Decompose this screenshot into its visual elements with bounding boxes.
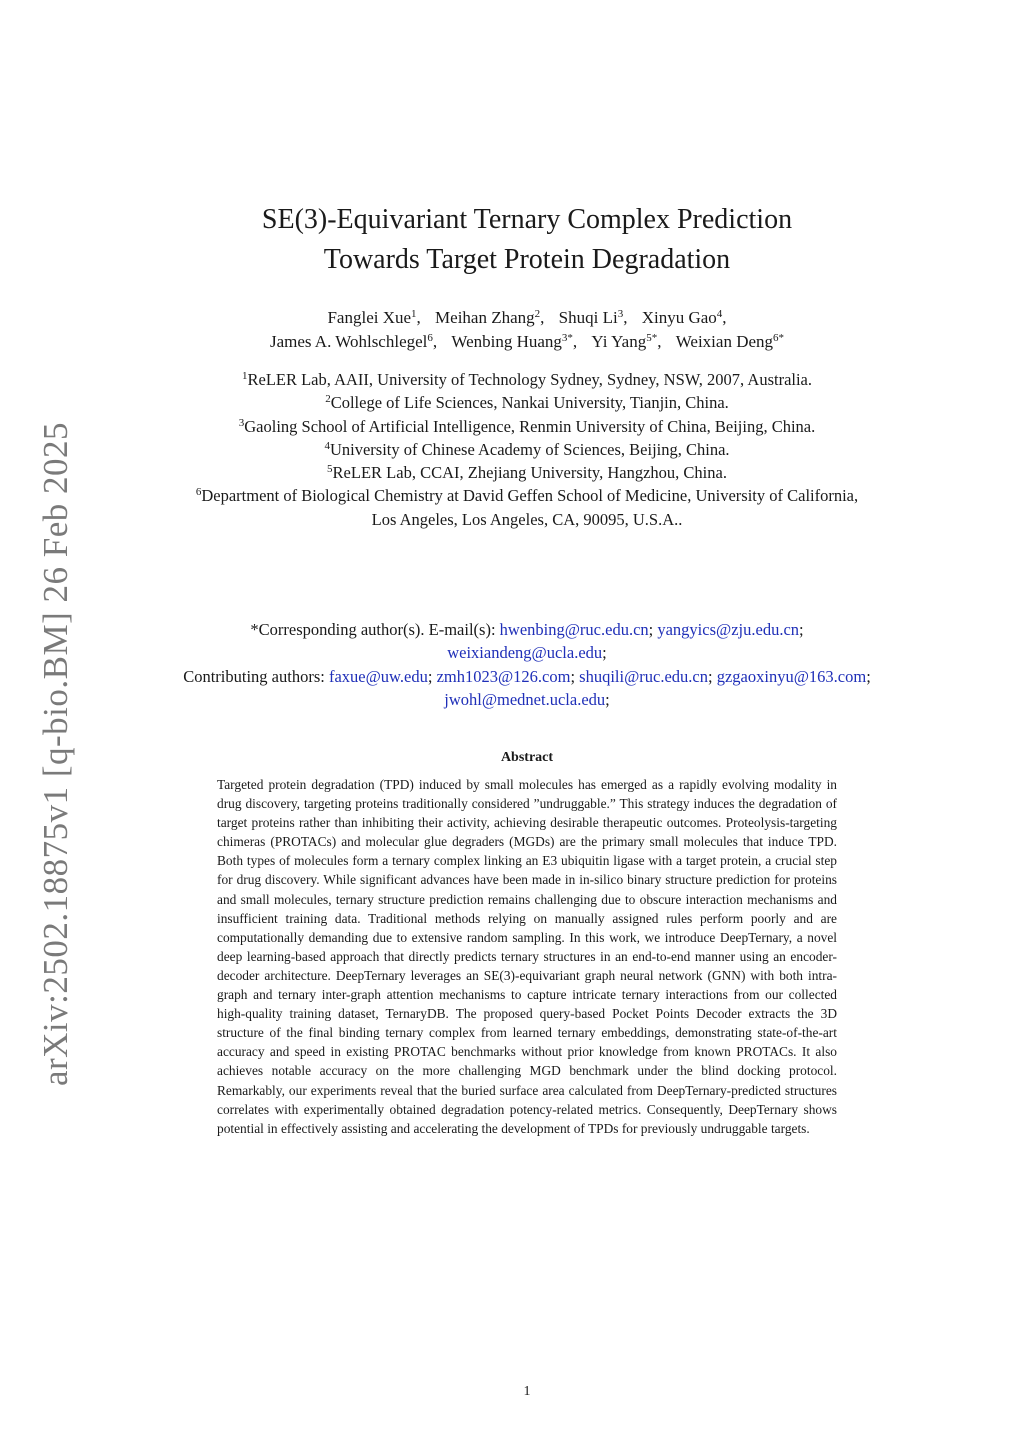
- corresponding-label: *Corresponding author(s). E-mail(s):: [250, 620, 496, 639]
- email-link[interactable]: faxue@uw.edu: [328, 666, 428, 686]
- affiliation: $^6$Department of Biological Chemistry at David Geffen School of Medicine, University of California, Los Angeles, Los Angeles, CA, 90095, U.S.A..: [195, 486, 859, 529]
- page-number: 1: [523, 1384, 531, 1399]
- affiliation-list: [190, 368, 864, 531]
- correspondence-block: *Corresponding author(s). E-mail(s): hwenbing@ruc.edu.cn; yangyics@zju.edu.cn; weixiandeng@ucla.edu; Contributing authors: faxue@uw.edu; zmh1023@126.com; shuqili@ruc.edu.cn; gzgaoxinyu@163.com; jwohl@mednet.ucla.edu;: [183, 620, 871, 709]
- author: Wenbing Huang$^{3*}$,: [451, 332, 578, 351]
- email-link[interactable]: jwohl@mednet.ucla.edu: [444, 689, 606, 709]
- arxiv-identifier: arXiv:2502.18875v1 [q-bio.BM] 26 Feb 2025: [36, 421, 75, 1087]
- affiliation: $^2$College of Life Sciences, Nankai University, Tianjin, China.: [325, 393, 729, 413]
- title-line-1: SE(3)-Equivariant Ternary Complex Prediction: [261, 204, 793, 235]
- affiliation: $^5$ReLER Lab, CCAI, Zhejiang University, Hangzhou, China.: [327, 463, 727, 483]
- email-link[interactable]: gzgaoxinyu@163.com: [716, 666, 867, 686]
- abstract-heading: Abstract: [500, 750, 554, 765]
- email-link[interactable]: zmh1023@126.com: [436, 666, 571, 686]
- email-link[interactable]: weixiandeng@ucla.edu: [447, 643, 603, 663]
- author-line-2: [170, 330, 884, 354]
- email-link[interactable]: yangyics@zju.edu.cn: [657, 620, 800, 639]
- email-link[interactable]: hwenbing@ruc.edu.cn: [499, 620, 649, 639]
- affiliation: $^4$University of Chinese Academy of Sciences, Beijing, China.: [324, 439, 730, 459]
- author: Yi Yang$^{5*}$,: [591, 332, 662, 351]
- abstract-text: Targeted protein degradation (TPD) induced by small molecules has emerged as a rapidly evolving modality in drug discovery, targeting proteins traditionally considered ”undruggable.” This strategy induces the degradation of target proteins rather than inhibiting their activity, achieving desirable therapeutic outcomes. Proteolysis-targeting chimeras (PROTACs) and molecular glue degraders (MGDs) are the primary small molecules that induce TPD. Both types of molecules form a ternary complex linking an E3 ubiquitin ligase with a target protein, a crucial step for drug discovery. While significant advances have been made in in-silico binary structure prediction for proteins and small molecules, ternary structure prediction remains challenging due to obscure interaction mechanisms and insufficient training data. Traditional methods relying on manually assigned rules perform poorly and are computationally demanding due to extensive random sampling. In this work, we introduce DeepTernary, a novel deep learning-based approach that directly predicts ternary structures in an end-to-end manner using an encoder-decoder architecture. DeepTernary leverages an SE(3)-equivariant graph neural network (GNN) with both intra-graph and ternary inter-graph attention mechanisms to capture intricate ternary interactions from our collected high-quality training dataset, TernaryDB. The proposed query-based Pocket Points Decoder extracts the 3D structure of the final binding ternary complex from learned ternary embeddings, demonstrating state-of-the-art accuracy and speed in existing PROTAC benchmarks without prior knowledge from known PROTACs. It also achieves notable accuracy on the more challenging MGD benchmark under the blind docking protocol. Remarkably, our experiments reveal that the buried surface area calculated from DeepTernary-predicted structures correlates with experimentally obtained degradation potency-related metrics. Consequently, DeepTernary shows potential in effectively assisting and accelerating the development of TPDs for previously undruggable targets.: [217, 777, 837, 1136]
- title-line-2: Towards Target Protein Degradation: [323, 244, 731, 275]
- author: Weixian Deng$^{6*}$: [675, 332, 785, 351]
- author: James A. Wohlschlegel$^6$,: [269, 332, 438, 351]
- author: Xinyu Gao$^4$,: [641, 308, 727, 327]
- contributing-label: Contributing authors:: [183, 666, 325, 686]
- affiliation: $^3$Gaoling School of Artificial Intelligence, Renmin University of China, Beijing, China.: [238, 416, 816, 436]
- paper-title: [195, 200, 859, 280]
- author-list: [170, 306, 884, 354]
- author: Meihan Zhang$^2$,: [435, 308, 545, 327]
- author: Fanglei Xue$^1$,: [327, 308, 421, 327]
- author: Shuqi Li$^3$,: [558, 308, 628, 327]
- affiliation: $^1$ReLER Lab, AAII, University of Technology Sydney, Sydney, NSW, 2007, Australia.: [241, 370, 813, 389]
- author-line-1: [170, 306, 884, 330]
- email-link[interactable]: shuqili@ruc.edu.cn: [579, 666, 709, 686]
